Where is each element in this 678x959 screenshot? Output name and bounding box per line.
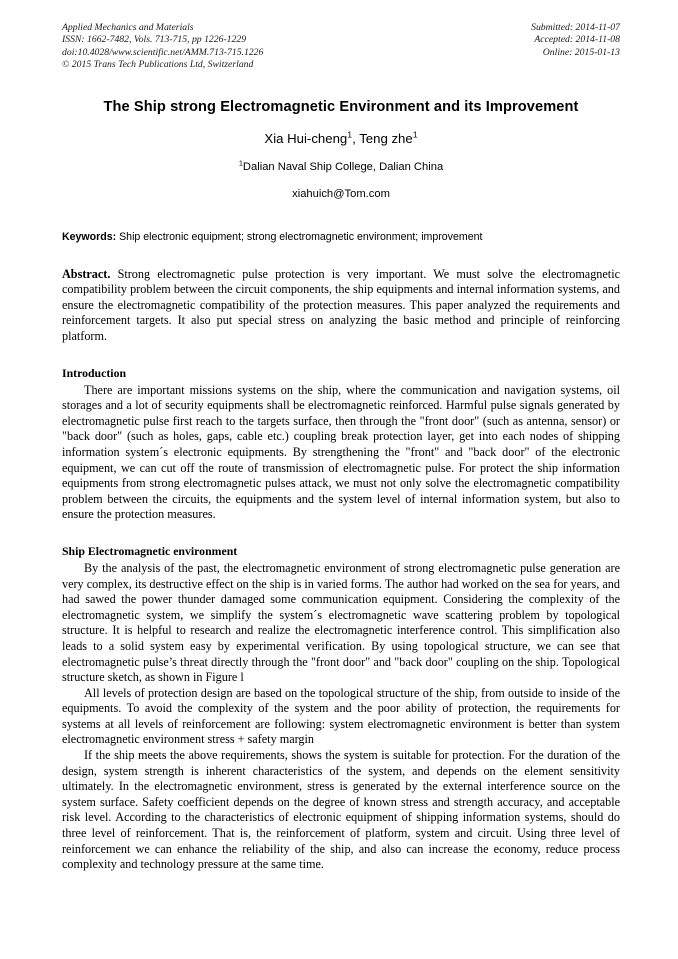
affiliation-marker: 1 <box>238 157 243 167</box>
section-ship-electromagnetic-environment <box>62 544 620 873</box>
author-name-2: Teng zhe <box>359 130 413 146</box>
section-introduction <box>62 366 620 523</box>
keywords-label: Keywords: <box>62 230 117 243</box>
author-affiliation-marker-2: 1 <box>412 129 418 140</box>
keywords-line <box>62 230 620 244</box>
accepted-date: Accepted: 2014-11-08 <box>534 34 620 46</box>
page-title: The Ship strong Electromagnetic Environment and its Improvement <box>103 98 579 115</box>
online-date: Online: 2015-01-13 <box>542 46 620 58</box>
author-name-1: Xia Hui-cheng <box>264 130 348 146</box>
paragraph: If the ship meets the above requirements, shows the system is suitable for protection. For the duration of the design, system strength is inherent characteristics of the system, and depends on the element sensitivity ultimately. In the electromagnetic environment, stress is generated by the external interference source on the system surface. Safety coefficient depends on the degree of known stress and strength accuracy, and acceptable risk level. According to the characteristics of electronic equipment of shipping information systems, should do three level of reinforcement. That is, the reinforcement of platform, system and circuit. Using three level of reinforcement we can enhance the reliability of the ship, and also can increase the economy, reduce process complexity and technology pressure at the same time. <box>62 748 620 872</box>
doi: doi:10.4028/www.scientific.net/AMM.713-715.1226 <box>62 46 264 58</box>
copyright: © 2015 Trans Tech Publications Ltd, Switzerland <box>62 59 254 71</box>
paragraph: There are important missions systems on the ship, where the communication and navigation systems, oil storages and a lot of security equipments shall be electromagnetic reinforced. Harmful pulse signals generated by electromagnetic pulse first reach to the targets surface, then through the "front door" (such as antenna, sensor) or "back door" (such as holes, gaps, cable etc.) coupling break protection layer, get into each nodes of shipping information system´s electronic equipments. By strengthening the "front" and "back door" of the electronic equipment, we can cut off the route of transmission of electromagnetic pulse. For protect the ship information equipments from strong electromagnetic pulses attack, we must not only solve the electromagnetic compatibility problem between the circuits, the equipments and the system level of internal information system, but also to ensure the protection measures. <box>62 382 620 522</box>
author-list <box>62 130 620 147</box>
journal-name: Applied Mechanics and Materials <box>62 22 194 33</box>
affiliation <box>62 157 620 175</box>
keywords-text: Ship electronic equipment; strong electromagnetic environment; improvement <box>116 230 483 243</box>
paragraph: By the analysis of the past, the electromagnetic environment of strong electromagnetic pulse generation are very complex, its destructive effect on the ship is in varied forms. The author had worked on the sea for years, and had sawed the power thunder damaged some communication equipment. Considering the complexity of the electromagnetic system, we simplify the system´s electromagnetic wave scattering problem by topological structure. It is helpful to research and realize the electromagnetic interference control. This simplification also leads to a solid system easy by experimental verification. By using topological structure, we can see that electromagnetic pulse’s threat directly through the "front door" and "back door" coupling on the ship. Topological structure sketch, as shown in Figure l <box>62 560 620 685</box>
author-affiliation-marker-1: 1 <box>347 129 353 140</box>
abstract-text: Strong electromagnetic pulse protection is very important. We must solve the electromagnetic compatibility problem between the circuit components, the ship equipments and internal information systems, and ensure the electromagnetic compatibility of the protection measures. This paper analyzed the requirements and reinforcement targets. It also put special stress on analyzing the basic method and principle of reinforcing platform. <box>62 266 620 343</box>
submitted-date: Submitted: 2014-11-07 <box>531 22 620 33</box>
running-header <box>62 22 620 72</box>
section-heading: Introduction <box>62 365 127 380</box>
author-separator: , <box>352 130 360 146</box>
journal-info-block <box>62 22 263 72</box>
section-heading: Ship Electromagnetic environment <box>62 543 238 558</box>
abstract-label: Abstract. <box>62 266 111 281</box>
paragraph: All levels of protection design are based on the topological structure of the ship, from outside to inside of the equipments. To avoid the complexity of the system and the poor ability of protection, the requirements for systems at all levels of reinforcement are following: system electromagnetic environment is better than system electromagnetic environment stress + safety margin <box>62 685 620 747</box>
abstract-block <box>62 267 620 345</box>
affiliation-text: Dalian Naval Ship College, Dalian China <box>242 160 444 173</box>
publication-dates-block <box>531 22 620 59</box>
contact-email: xiahuich@Tom.com <box>292 187 390 200</box>
issn-volume-pages: ISSN: 1662-7482, Vols. 713-715, pp 1226-1229 <box>62 34 247 46</box>
